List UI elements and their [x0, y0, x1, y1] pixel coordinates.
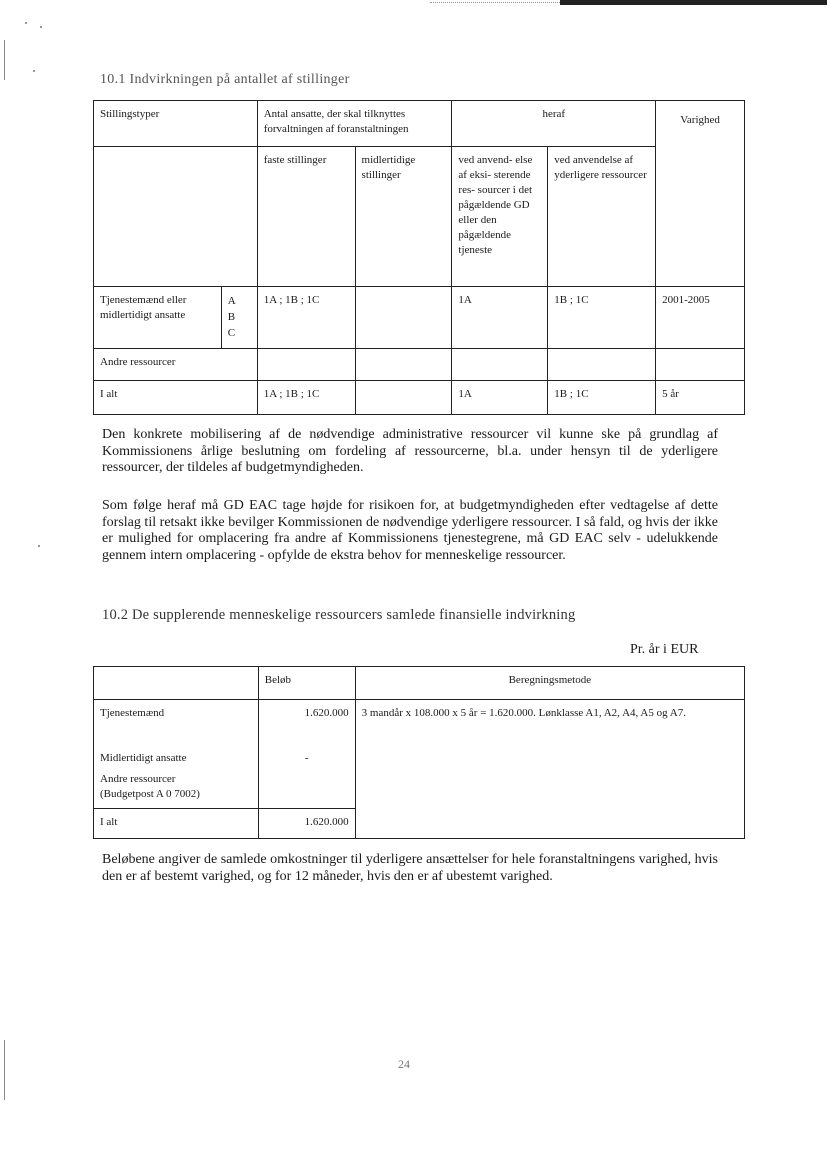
cell-eksisterende — [452, 349, 548, 381]
section2-heading: 10.2 De supplerende menneskelige ressourcers samlede finansielle indvirkning — [102, 607, 576, 623]
cell-midlertidige — [355, 381, 452, 415]
scan-speck — [25, 22, 27, 24]
cell-varighed: 5 år — [656, 381, 745, 415]
scan-top-dots — [430, 2, 560, 3]
financial-table — [93, 666, 745, 839]
scan-speck — [40, 26, 42, 28]
row-label-ialt: I alt — [94, 381, 258, 415]
unit-label: Pr. år i EUR — [630, 642, 699, 657]
row-label-tjenestemaend: Tjenestemænd eller midlertidigt ansatte — [94, 287, 222, 349]
header-midlertidige: midlertidige stillinger — [355, 147, 452, 287]
paragraph-belob: Beløbene angiver de samlede omkostninger til yderligere ansættelser for hele foranstaltningens varighed, hvis den er af bestemt varighed, og for 12 måneder, hvis den er af ubestemt varighed. — [102, 852, 718, 884]
amount-ialt: 1.620.000 — [258, 809, 355, 839]
row-label-andre: Andre ressourcer — [94, 349, 258, 381]
scan-left-mark — [4, 40, 5, 80]
scan-speck — [33, 70, 35, 72]
label-andre: Andre ressourcer — [100, 773, 176, 785]
staff-table — [93, 100, 745, 415]
header-ved-yderligere: ved anvendelse af yderligere ressourcer — [548, 147, 656, 287]
cell-faste — [257, 349, 355, 381]
page-number: 24 — [398, 1057, 410, 1071]
cell-eksisterende: 1A — [452, 381, 548, 415]
cell-varighed — [656, 349, 745, 381]
label-midlertidigt: Midlertidigt ansatte — [100, 752, 187, 764]
header-beregningsmetode: Beregningsmetode — [355, 667, 744, 700]
cell-yderligere: 1B ; 1C — [548, 381, 656, 415]
paragraph-mobilisering: Den konkrete mobilisering af de nødvendige administrative ressourcer vil kunne ske på grundlag af Kommissionens årlige beslutning om fordeling af ressourcerne, bl.a. under hensyn til de yderligere ressourcer, der tildeles af budgetmyndigheden. — [102, 427, 718, 475]
header-faste: faste stillinger — [257, 147, 355, 287]
cell-eksisterende: 1A — [452, 287, 548, 349]
cell-midlertidige — [355, 287, 452, 349]
amount-midlertidigt: - — [304, 752, 309, 764]
cell-yderligere — [548, 349, 656, 381]
cell-faste: 1A ; 1B ; 1C — [257, 381, 355, 415]
label-ialt: I alt — [94, 809, 259, 839]
scan-left-mark — [4, 1040, 5, 1100]
header-heraf: heraf — [452, 101, 656, 147]
paragraph-risiko: Som følge heraf må GD EAC tage højde for risikoen for, at budgetmyndigheden efter vedtagelse af dette forslag til retsakt ikke bevilger Kommissionen de nødvendige yderligere ressourcer. I så fald, og hvis der ikke er mulighed for omplacering fra andre af Kommissionens tjenestegrene, må GD EAC selv - udelukkende gennem intern omplacering - opfylde de ekstra behov for menneskelige ressourcer. — [102, 498, 718, 563]
cell-faste: 1A ; 1B ; 1C — [257, 287, 355, 349]
header-stillingstyper: Stillingstyper — [94, 101, 258, 147]
header-antal: Antal ansatte, der skal tilknyttes forvaltningen af foranstaltningen — [257, 101, 452, 147]
cell-yderligere: 1B ; 1C — [548, 287, 656, 349]
category-c: C — [227, 327, 236, 339]
category-b: B — [227, 311, 236, 323]
header-varighed: Varighed — [656, 101, 745, 287]
header-belob: Beløb — [258, 667, 355, 700]
cell-varighed: 2001-2005 — [656, 287, 745, 349]
label-tjenestemaend: Tjenestemænd — [100, 707, 165, 719]
header-empty-cell — [94, 667, 259, 700]
calculation-method: 3 mandår x 108.000 x 5 år = 1.620.000. Lønklasse A1, A2, A4, A5 og A7. — [355, 700, 744, 839]
label-budgetpost: (Budgetpost A 0 7002) — [100, 788, 200, 800]
header-ved-eksisterende: ved anvend- else af eksi- sterende res- sourcer i det pågældende GD eller den pågældende tjeneste — [452, 147, 548, 287]
scan-top-bar — [560, 0, 827, 5]
header-empty-cell — [94, 147, 258, 287]
scan-speck — [38, 545, 40, 547]
section1-heading: 10.1 Indvirkningen på antallet af stillinger — [100, 72, 350, 87]
cell-midlertidige — [355, 349, 452, 381]
category-a: A — [227, 295, 236, 307]
amount-tjenestemaend: 1.620.000 — [304, 707, 349, 719]
